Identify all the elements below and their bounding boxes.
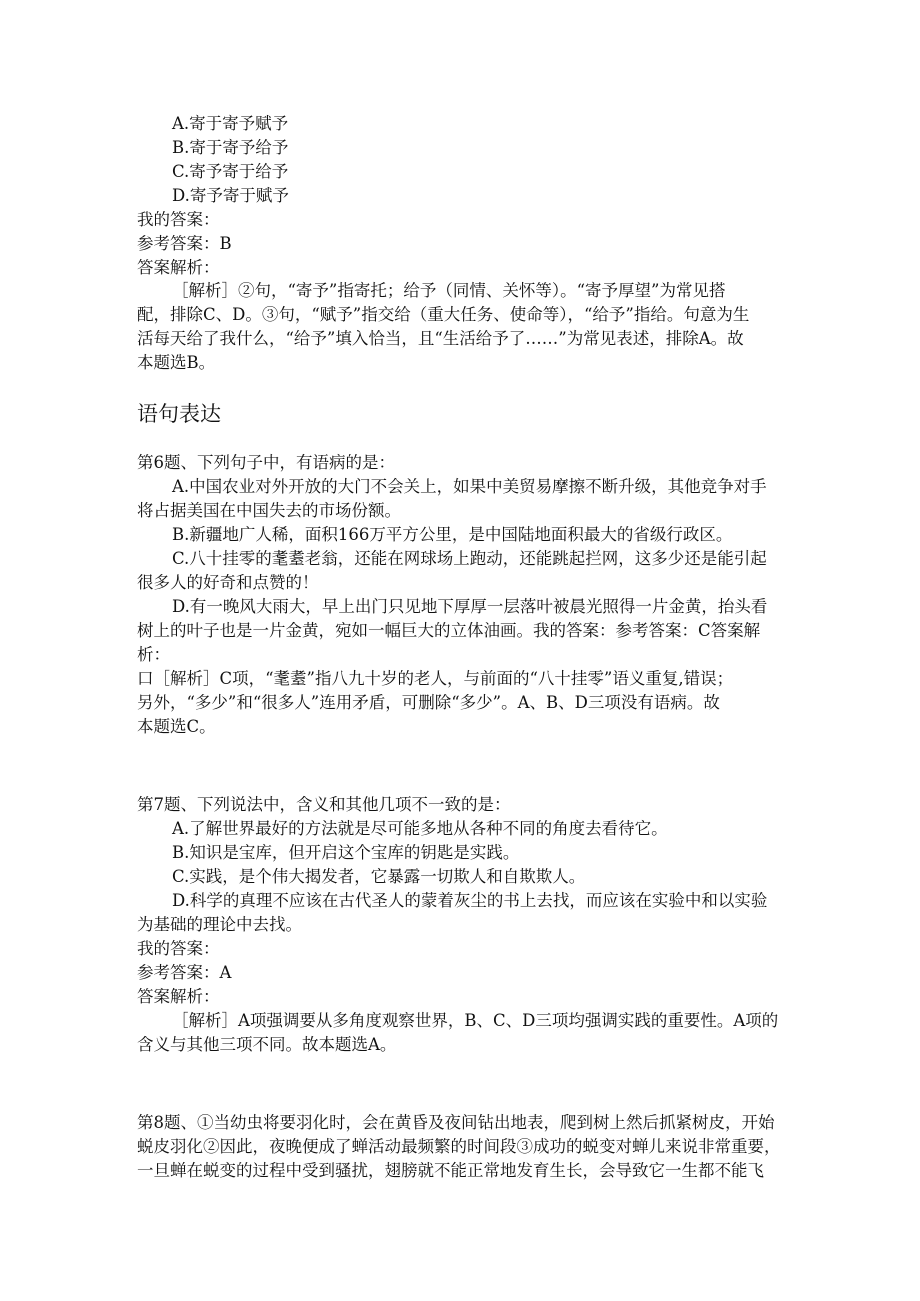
q7-reference-answer: 参考答案：A [137, 963, 232, 982]
q6-option-c-cont: 很多人的好奇和点赞的！ [137, 573, 319, 592]
q6-option-a-cont: 将占据美国在中国失去的市场份额。 [137, 501, 401, 520]
q5-analysis-line: 配，排除C、D。③句，“赋予”指交给（重大任务、使命等），“给予”指给。句意为生 [137, 305, 750, 324]
q7-option-a: A.了解世界最好的方法就是尽可能多地从各种不同的角度去看待它。 [172, 819, 668, 838]
q7-analysis-line: 含义与其他三项不同。故本题选A。 [137, 1035, 397, 1054]
q6-option-c: C.八十挂零的耄耋老翁，还能在网球场上跑动，还能跳起拦网，这多少还是能引起 [172, 549, 767, 568]
q6-option-d-cont: 树上的叶子也是一片金黄，宛如一幅巨大的立体油画。我的答案：参考答案：C答案解 [137, 621, 761, 640]
q7-my-answer: 我的答案： [137, 939, 220, 958]
q5-analysis-line: 活每天给了我什么，“给予”填入恰当，且“生活给予了……”为常见表述，排除A。故 [137, 329, 744, 348]
q7-analysis-line: ［解析］A项强调要从多角度观察世界，B、C、D三项均强调实践的重要性。A项的 [172, 1011, 779, 1030]
q5-analysis-line: 本题选B。 [137, 353, 216, 372]
q6-option-b: B.新疆地广人稀，面积166万平方公里，是中国陆地面积最大的省级行政区。 [172, 525, 733, 544]
q5-analysis-label: 答案解析： [137, 258, 220, 277]
q7-option-c: C.实践，是个伟大揭发者，它暴露一切欺人和自欺欺人。 [172, 867, 586, 886]
q5-option-b: B.寄于寄予给予 [172, 138, 289, 157]
q6-option-a: A.中国农业对外开放的大门不会关上，如果中美贸易摩擦不断升级，其他竞争对手 [172, 477, 767, 496]
q5-option-a: A.寄于寄予赋予 [172, 114, 289, 133]
q7-stem: 第7题、下列说法中，含义和其他几项不一致的是： [137, 795, 511, 814]
q7-option-b: B.知识是宝库，但开启这个宝库的钥匙是实践。 [172, 843, 520, 862]
q8-stem-line: 第8题、①当幼虫将要羽化时，会在黄昏及夜间钻出地表，爬到树上然后抓紧树皮，开始 [137, 1113, 775, 1132]
q8-stem-line: 蜕皮羽化②因此，夜晚便成了蝉活动最频繁的时间段③成功的蜕变对蝉儿来说非常重要， [137, 1137, 781, 1156]
q7-option-d: D.科学的真理不应该在古代圣人的蒙着灰尘的书上去找，而应该在实验中和以实验 [172, 891, 768, 910]
q8-stem-line: 一旦蝉在蜕变的过程中受到骚扰，翅膀就不能正常地发育生长，会导致它一生都不能飞 [137, 1161, 764, 1180]
q5-my-answer: 我的答案： [137, 210, 220, 229]
q6-analysis-line: 口［解析］C项，“耄耋”指八九十岁的老人，与前面的“八十挂零”语义重复,错误； [137, 669, 734, 688]
q5-analysis-line: ［解析］②句，“寄予”指寄托；给予（同情、关怀等）。“寄予厚望”为常见搭 [172, 281, 726, 300]
q6-option-d-cont: 析： [137, 645, 170, 664]
q6-analysis-line: 另外，“多少”和“很多人”连用矛盾，可删除“多少”。A、B、D三项没有语病。故 [137, 693, 720, 712]
section-title: 语句表达 [137, 402, 221, 426]
q7-option-d-cont: 为基础的理论中去找。 [137, 915, 302, 934]
q6-stem: 第6题、下列句子中，有语病的是： [137, 453, 395, 472]
q5-reference-answer: 参考答案：B [137, 234, 232, 253]
q5-option-c: C.寄予寄于给予 [172, 162, 289, 181]
q6-option-d: D.有一晚风大雨大，早上出门只见地下厚厚一层落叶被晨光照得一片金黄，抬头看 [172, 597, 768, 616]
q5-option-d: D.寄予寄于赋予 [172, 186, 289, 205]
q6-analysis-line: 本题选C。 [137, 717, 216, 736]
q7-analysis-label: 答案解析： [137, 987, 220, 1006]
